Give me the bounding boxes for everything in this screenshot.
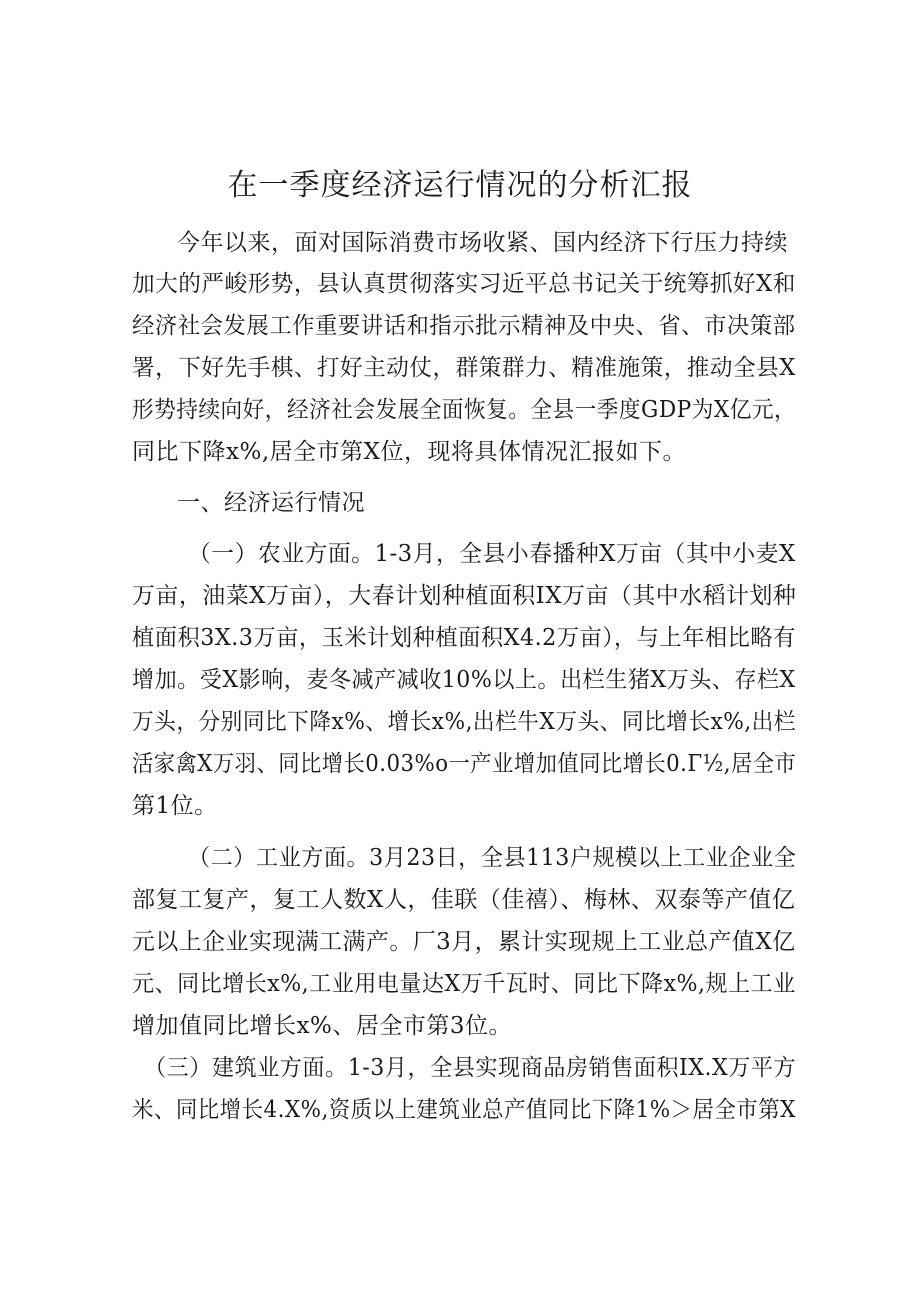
paragraph-line: 元、同比增长x%,工业用电量达X万千瓦时、同比下降x%,规上工业 [132,971,796,997]
paragraph-line: （二）工业方面。3月23日，全县113户规模以上工业企业全 [188,845,797,871]
paragraph-line: 形势持续向好，经济社会发展全面恢复。全县一季度GDP为X亿元， [132,397,797,423]
paragraph-line: 今年以来，面对国际消费市场收紧、国内经济下行压力持续 [177,230,788,256]
paragraph-line: 加大的严峻形势，县认真贯彻落实习近平总书记关于统筹抓好X和 [132,271,796,297]
paragraph-line: 米、同比增长4.X%,资质以上建筑业总产值同比下降1%＞居全市第X [132,1097,796,1123]
section-heading: 一、经济运行情况 [177,490,365,516]
paragraph-line: （三）建筑业方面。1-3月，全县实现商品房销售面积IX.X万平方 [144,1055,797,1081]
paragraph-line: 部复工复产，复工人数X人，佳联（佳禧）、梅林、双泰等产值亿 [132,887,796,913]
paragraph-line: 第1位。 [132,793,218,819]
paragraph-line: 万头，分别同比下降x%、增长x%,出栏牛X万头、同比增长x%,出栏 [132,709,796,735]
paragraph-line: （一）农业方面。1-3月，全县小春播种X万亩（其中小麦X [188,541,796,567]
paragraph-line: 增加值同比增长x%、居全市第3位。 [132,1013,512,1039]
document-title: 在一季度经济运行情况的分析汇报 [227,168,693,203]
paragraph-line: 元以上企业实现满工满产。厂3月，累计实现规上工业总产值X亿 [132,929,796,955]
paragraph-line: 万亩，油菜X万亩），大春计划种植面积IX万亩（其中水稻计划种 [132,583,797,609]
paragraph-line: 增加。受X影响，麦冬减产减收10%以上。出栏生猪X万头、存栏X [132,667,796,693]
paragraph-line: 署，下好先手棋、打好主动仗，群策群力、精准施策，推动全县X [132,355,796,381]
paragraph-line: 同比下降x%,居全市第X位，现将具体情况汇报如下。 [132,439,687,465]
paragraph-line: 植面积3X.3万亩，玉米计划种植面积X4.2万亩），与上年相比略有 [132,625,796,651]
paragraph-line: 活家禽X万羽、同比增长0.03%o一产业增加值同比增长0.Γ½,居全市 [132,751,797,777]
paragraph-line: 经济社会发展工作重要讲话和指示批示精神及中央、省、市决策部 [132,313,796,339]
